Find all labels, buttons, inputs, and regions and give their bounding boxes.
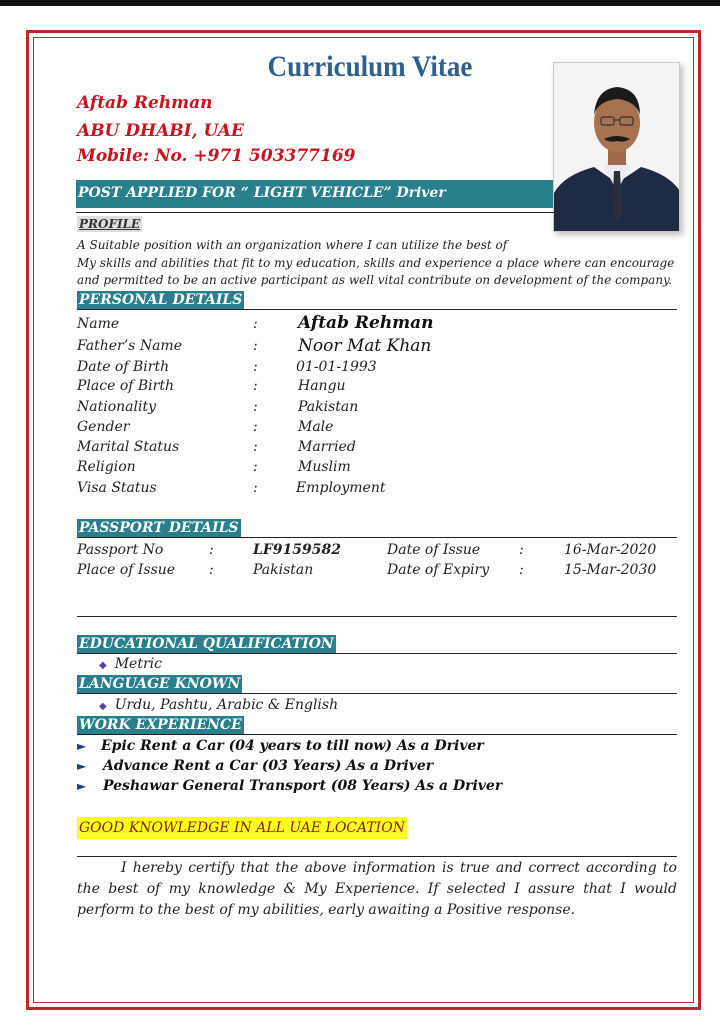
profile-line: My skills and abilities that fit to my education, skills and experience a place where can encourage — [77, 256, 675, 270]
passport-no-value: LF9159582 — [253, 542, 341, 558]
issue-place-value: Pakistan — [253, 562, 314, 578]
colon: : — [519, 562, 524, 578]
colon: : — [253, 399, 258, 415]
work-item — [77, 758, 433, 774]
personal-value: Pakistan — [298, 399, 359, 415]
education-item-text: Metric — [114, 656, 162, 672]
personal-value: Male — [298, 419, 334, 435]
personal-value: 01-01-1993 — [296, 359, 377, 375]
work-item — [77, 778, 502, 794]
applicant-mobile: Mobile: No. +971 503377169 — [77, 146, 356, 166]
personal-value: Aftab Rehman — [298, 313, 434, 333]
applicant-name: Aftab Rehman — [77, 93, 213, 113]
issue-date-value: 16-Mar-2020 — [564, 542, 657, 558]
triangle-bullet-icon: ► — [77, 739, 87, 753]
triangle-bullet-icon: ► — [77, 759, 87, 773]
personal-value: Noor Mat Khan — [298, 336, 432, 356]
colon: : — [253, 359, 258, 375]
triangle-bullet-icon: ► — [77, 779, 87, 793]
personal-label: Nationality — [77, 399, 156, 415]
knowledge-highlight: GOOD KNOWLEDGE IN ALL UAE LOCATION — [77, 817, 407, 839]
work-item-text: Peshawar General Transport (08 Years) As a Driver — [103, 778, 503, 794]
personal-value: Employment — [296, 480, 386, 496]
language-item — [99, 697, 338, 713]
work-item-text: Advance Rent a Car (03 Years) As a Driver — [103, 758, 434, 774]
divider — [77, 734, 677, 735]
work-item-text: Epic Rent a Car (04 years to till now) As a Driver — [101, 738, 484, 754]
colon: : — [253, 439, 258, 455]
profile-line: and permitted to be an active participant as well vital contribute on development of the company. — [77, 273, 673, 287]
divider — [77, 856, 677, 857]
divider — [76, 212, 554, 213]
profile-line: A Suitable position with an organization where I can utilize the best of — [77, 238, 508, 252]
colon: : — [253, 419, 258, 435]
divider — [77, 616, 677, 617]
expiry-date-label: Date of Expiry — [387, 562, 490, 578]
issue-place-label: Place of Issue — [77, 562, 176, 578]
divider — [77, 693, 677, 694]
profile-photo — [553, 62, 680, 232]
personal-value: Hangu — [298, 378, 346, 394]
expiry-date-value: 15-Mar-2030 — [564, 562, 657, 578]
personal-label: Visa Status — [77, 480, 157, 496]
portrait-image — [554, 63, 680, 232]
diamond-bullet-icon: ◆ — [99, 660, 107, 671]
personal-value: Muslim — [298, 459, 351, 475]
personal-value: Married — [298, 439, 356, 455]
personal-label: Religion — [77, 459, 136, 475]
education-item — [99, 656, 162, 672]
applicant-location: ABU DHABI, UAE — [77, 121, 244, 141]
colon: : — [253, 338, 258, 354]
issue-date-label: Date of Issue — [387, 542, 481, 558]
personal-label: Marital Status — [77, 439, 180, 455]
page-title: Curriculum Vitae — [267, 50, 473, 83]
certification-paragraph: I hereby certify that the above information is true and correct according to the best of my knowledge & My Experience. If selected I assure that I would perform to the best of my abilities, early awaiting a Positive response. — [77, 860, 677, 918]
divider — [77, 537, 677, 538]
education-heading: EDUCATIONAL QUALIFICATION — [79, 636, 334, 652]
work-experience-heading: WORK EXPERIENCE — [79, 717, 242, 733]
colon: : — [253, 480, 258, 496]
personal-details-heading: PERSONAL DETAILS — [79, 292, 243, 308]
diamond-bullet-icon: ◆ — [99, 701, 107, 712]
language-item-text: Urdu, Pashtu, Arabic & English — [114, 697, 339, 713]
personal-label: Place of Birth — [77, 378, 174, 394]
colon: : — [209, 562, 214, 578]
colon: : — [253, 378, 258, 394]
personal-label: Date of Birth — [77, 359, 170, 375]
personal-label: Name — [77, 316, 120, 332]
divider — [77, 309, 677, 310]
passport-no-label: Passport No — [77, 542, 164, 558]
language-heading: LANGUAGE KNOWN — [79, 676, 241, 692]
colon: : — [209, 542, 214, 558]
work-item — [77, 738, 484, 754]
personal-label: Father’s Name — [77, 338, 182, 354]
colon: : — [519, 542, 524, 558]
post-applied-banner: POST APPLIED FOR “ LIGHT VEHICLE” Driver — [76, 180, 553, 208]
divider — [77, 653, 677, 654]
colon: : — [253, 459, 258, 475]
profile-heading: PROFILE — [79, 217, 141, 231]
passport-details-heading: PASSPORT DETAILS — [79, 520, 239, 536]
personal-label: Gender — [77, 419, 130, 435]
colon: : — [253, 316, 258, 332]
